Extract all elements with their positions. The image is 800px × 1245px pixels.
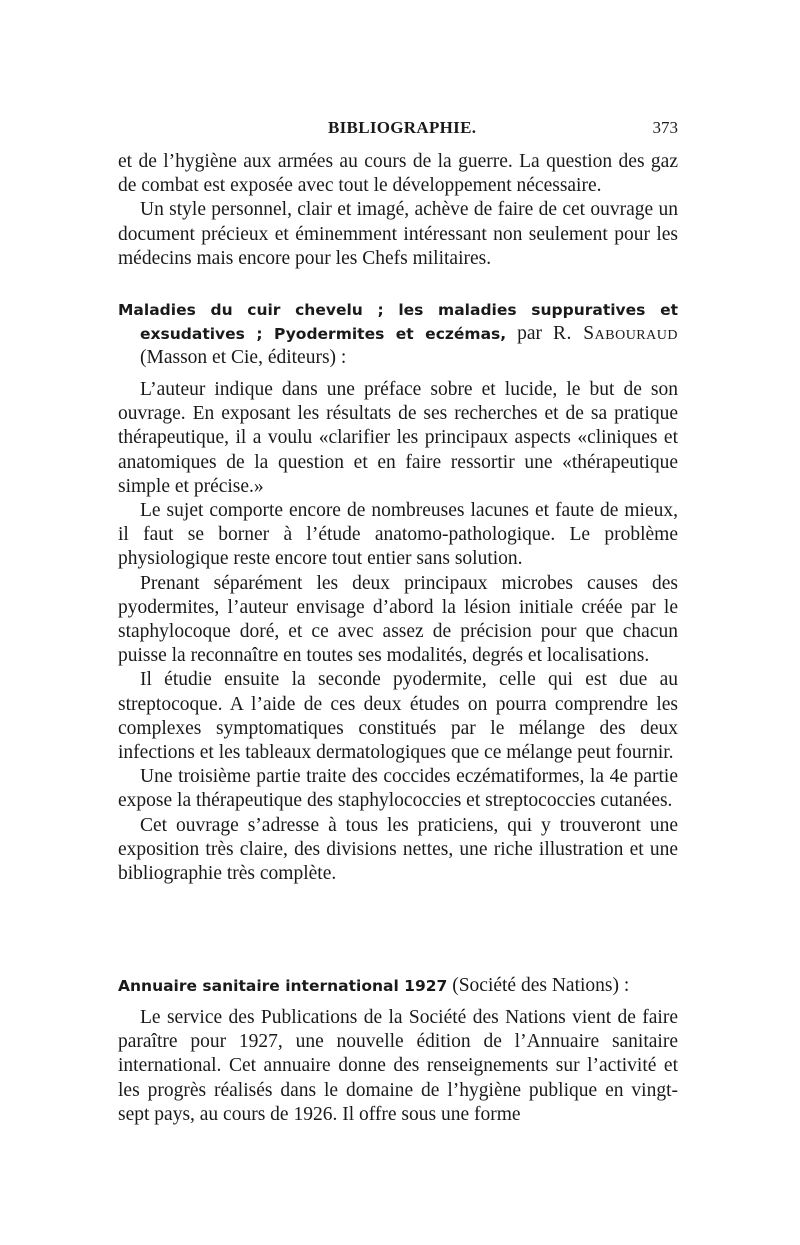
review-paragraph: Le service des Publications de la Société des Nations vient de faire paraître pour 1927, une nouvelle édition de l’Annuaire sanitaire international. Cet annuaire donne des renseignements sur l’activité et les progrès réalisés dans le domaine de l’hygiène publique en vingt-sept pays, au cours de 1926. Il offre sous une forme — [118, 1007, 678, 1125]
review-title: Annuaire sanitaire international 1927 — [118, 977, 448, 995]
review-paragraph: Le sujet comporte encore de nombreuses lacunes et faute de mieux, il faut se borner à l’étude anatomo-pathologique. Le problème physiologique reste encore tout entier sans solution. — [118, 500, 678, 570]
review-paragraph: Prenant séparément les deux principaux microbes causes des pyodermites, l’auteur envisage d’abord la lésion initiale créée par le staphylocoque doré, et ce avec assez de précision pour que chacun puisse la reconnaître en toutes ses modalités, degrés et localisations. — [118, 572, 678, 667]
review-paragraph: Cet ouvrage s’adresse à tous les praticiens, qui y trouveront une exposition très claire, des divisions nettes, une riche illustration et une bibliographie très complète. — [118, 814, 678, 885]
intro-paragraph: et de l’hygiène aux armées au cours de la guerre. La question des gaz de combat est exposée avec tout le développement nécessaire. — [118, 151, 678, 197]
review-title: Maladies du cuir chevelu ; les maladies suppuratives et exsudatives ; Pyodermites et eczémas, — [118, 301, 678, 344]
page-header — [118, 118, 678, 142]
review-paragraph: L’auteur indique dans une préface sobre et lucide, le but de son ouvrage. En exposant les résultats de ses recherches et de sa pratique thérapeutique, il a voulu «clarifier les principaux aspects «cliniques et anatomiques de la question et en faire ressortir une «thérapeutique simple et précise.» — [118, 379, 678, 497]
review-body-annuaire — [118, 1006, 678, 1127]
page-number: 373 — [652, 118, 678, 137]
review-by: par — [506, 323, 553, 345]
review-heading-annuaire — [118, 974, 678, 998]
review-publisher: (Masson et Cie, éditeurs) : — [140, 347, 347, 369]
running-head: BIBLIOGRAPHIE. — [328, 118, 477, 137]
intro-paragraph: Un style personnel, clair et imagé, achève de faire de cet ouvrage un document précieux et éminemment intéressant non seulement pour les médecins mais encore pour les Chefs militaires. — [118, 199, 678, 269]
intro-continuation — [118, 150, 678, 271]
review-publisher: (Société des Nations) : — [447, 975, 630, 996]
review-heading-maladies — [118, 298, 678, 371]
review-paragraph: Il étudie ensuite la seconde pyodermite, celle qui est due au streptocoque. A l’aide de ces deux études on pourra comprendre les complexes symptomatiques constitués par le mélange des deux infections et les tableaux dermatologiques que ce mélange peut fournir. — [118, 669, 678, 764]
review-body-maladies — [118, 378, 678, 886]
review-paragraph: Une troisième partie traite des coccides eczématiformes, la 4e partie expose la thérapeutique des staphylococcies et streptococcies cutanées. — [118, 766, 678, 812]
review-author: R. Sabouraud — [552, 323, 678, 345]
